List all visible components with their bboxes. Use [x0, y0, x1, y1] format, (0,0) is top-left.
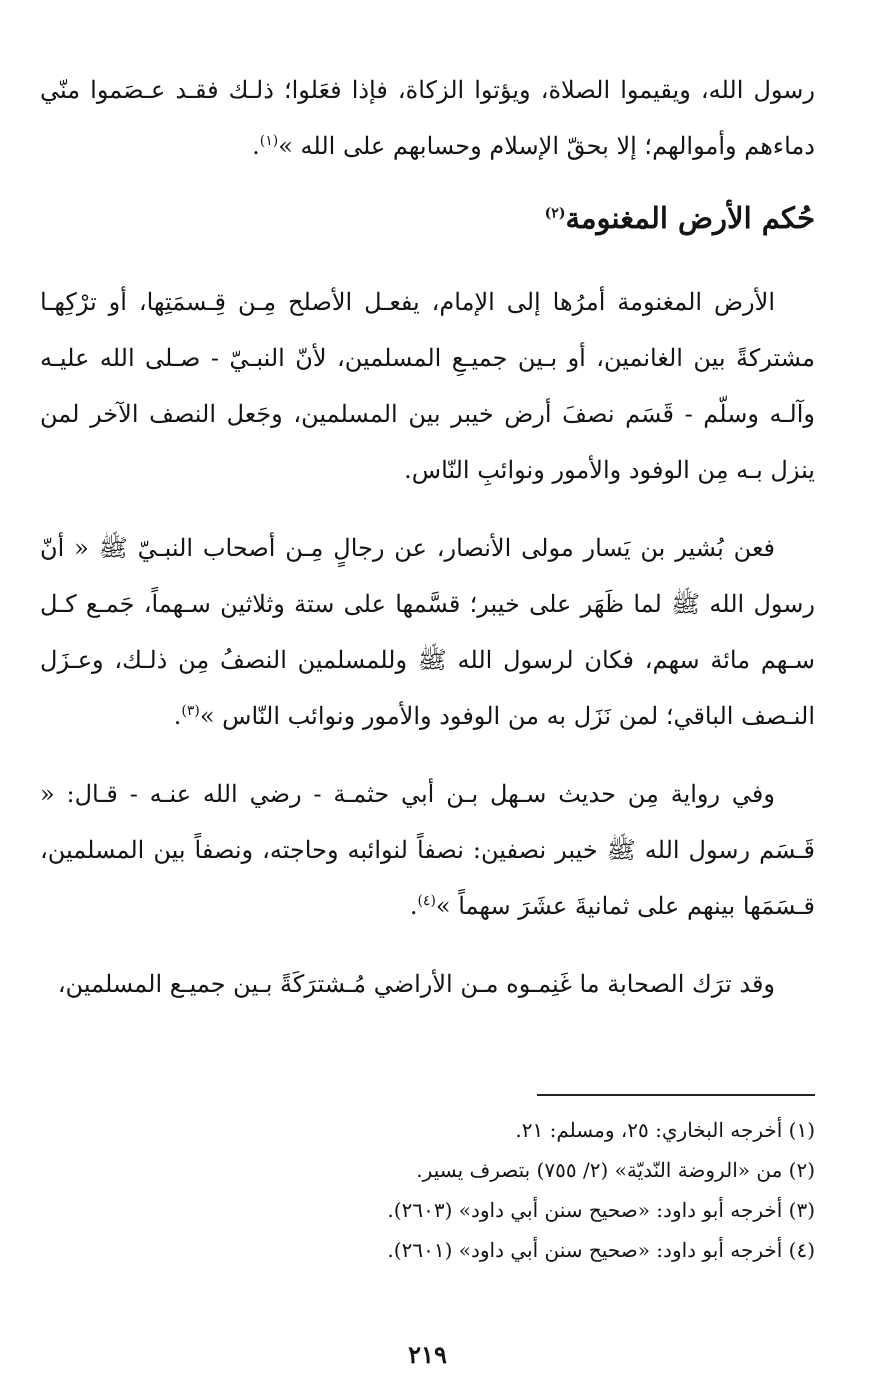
page-number: ٢١٩	[408, 1340, 447, 1369]
paragraph-1	[40, 274, 815, 498]
paragraph-2-text: فعن بُشير بن يَسار مولى الأنصار، عن رجالٍ مِـن أصحاب النبـيّ ﷺ « أنّ رسول الله ﷺ لما ظَهَر على خيبر؛ قسَّمها على ستة وثلاثين سـهماً، جَمـع كـل سـهم مائة سهم، فكان لرسول الله ﷺ وللمسلمين النصفُ مِن ذلـك، وعـزَل النـصف الباقي؛ لمن نَزَل به من الوفود والأمور ونوائب النّاس »	[40, 534, 815, 730]
footnote-marker-2[interactable]: (٢)	[544, 205, 566, 222]
paragraph-3	[40, 766, 815, 934]
paragraph-2-tail: .	[173, 702, 182, 730]
paragraph-3-tail: .	[409, 892, 418, 920]
footnote-1: (١) أخرجه البخاري: ٢٥، ومسلم: ٢١.	[515, 1118, 815, 1142]
paragraph-4-text: وقد ترَك الصحابة ما غَنِمـوه مـن الأراضي مُـشترَكَةً بـين جميـع المسلمين،	[57, 970, 775, 998]
footnote-4: (٤) أخرجه أبو داود: «صحيح سنن أبي داود» (٢٦٠١).	[387, 1238, 815, 1262]
intro-text: رسول الله، ويقيموا الصلاة، ويؤتوا الزكاة، فإذا فعَلوا؛ ذلـك فقـد عـصَموا منّي دماءهم وأموالهم؛ إلا بحقّ الإسلام وحسابهم على الله »	[40, 76, 815, 160]
footnote-marker-4[interactable]: (٤)	[417, 893, 436, 909]
paragraph-1-text: الأرض المغنومة أمرُها إلى الإمام، يفعـل الأصلح مِـن قِـسمَتِها، أو ترْكِهـا مشتركةً بين الغانمين، أو بـين جميـعِ المسلمين، لأنّ النبـيّ - صـلى الله عليـه وآلـه وسلّم - قَسَم نصفَ أرض خيبر بين المسلمين، وجَعل النصف الآخر لمن ينزل بـه مِن الوفود والأمور ونوائبِ النّاس.	[40, 288, 815, 484]
paragraph-2	[40, 520, 815, 744]
footnote-divider	[537, 1094, 815, 1096]
intro-tail: .	[252, 132, 260, 160]
footnote-3: (٣) أخرجه أبو داود: «صحيح سنن أبي داود» (٢٦٠٣).	[387, 1198, 815, 1222]
footnote-marker-3[interactable]: (٣)	[181, 703, 200, 719]
footnote-2: (٢) من «الروضة النّديّة» (٢/ ٧٥٥) بتصرف يسير.	[416, 1158, 815, 1182]
section-heading-text: حُكم الأرض المغنومة	[565, 201, 815, 235]
paragraph-4	[40, 956, 815, 1012]
footnotes-section	[40, 1110, 815, 1270]
section-heading	[40, 190, 815, 246]
intro-paragraph	[40, 62, 815, 174]
paragraph-3-text: وفي رواية مِن حديث سـهل بـن أبي حثمـة - رضي الله عنـه - قـال: « قَـسَم رسول الله ﷺ خيبر نصفين: نصفاً لنوائبه وحاجته، ونصفاً بين المسلمين، قـسَمَها بينهم على ثمانيةَ عشَرَ سهماً »	[40, 780, 815, 920]
page-body	[40, 62, 815, 1383]
footnote-marker-1[interactable]: (١)	[259, 133, 279, 149]
